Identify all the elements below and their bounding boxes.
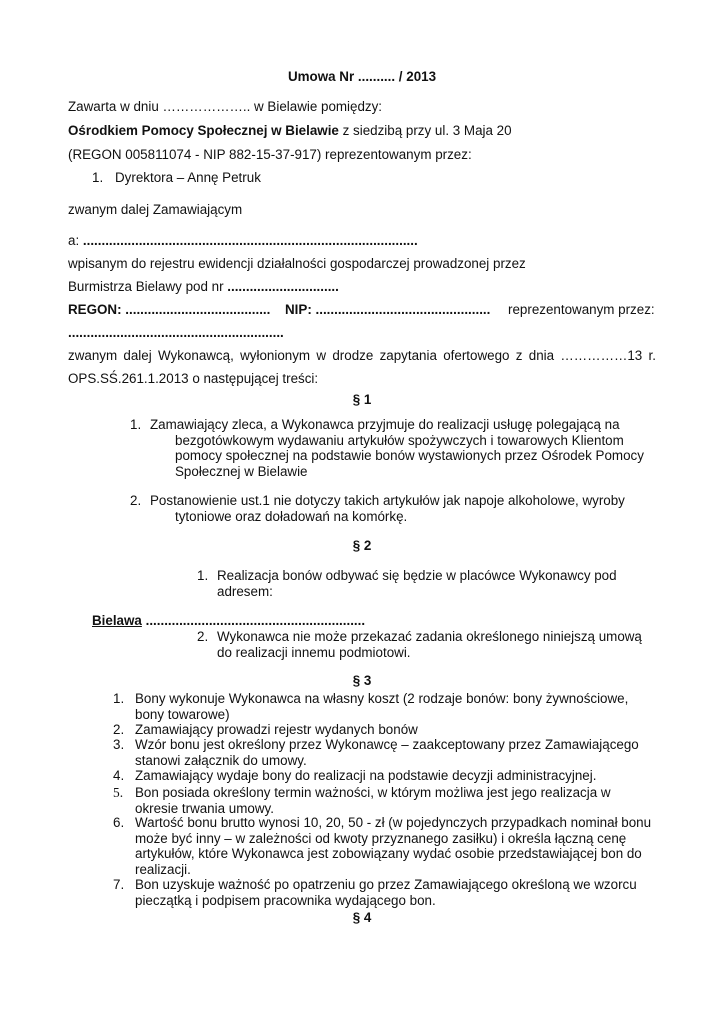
regon-field: REGON: ....................................... xyxy=(68,302,271,317)
s3-item-5-number: 5. xyxy=(113,785,124,800)
s2-item-2-line: Wykonawca nie może przekazać zadania określonego niniejszą umową xyxy=(217,629,642,644)
registry-line: wpisanym do rejestru ewidencji działalności gospodarczej prowadzonej przez xyxy=(68,256,526,271)
section-1-heading: § 1 xyxy=(352,392,372,407)
section-4-heading: § 4 xyxy=(352,910,372,925)
s3-item-7-line: pieczątką i podpisem pracownika wydającego bon. xyxy=(135,892,436,908)
s3-item-7 xyxy=(135,877,637,908)
intro-regon-line: (REGON 005811074 - NIP 882-15-37-917) reprezentowanym przez: xyxy=(68,147,472,162)
s3-item-5-line: Bon posiada określony termin ważności, w którym możliwa jest jego realizacja w xyxy=(135,785,611,800)
s3-item-1 xyxy=(135,691,628,722)
reference-line: OPS.SŚ.261.1.2013 o następującej treści: xyxy=(68,371,319,386)
s3-item-5 xyxy=(135,785,611,816)
mayor-text: Burmistrza Bielawy pod nr xyxy=(68,279,228,294)
s1-item-1 xyxy=(150,417,644,479)
rep-text: Dyrektora – Annę Petruk xyxy=(115,170,261,185)
s1-item-1-line: bezgotówkowym wydawaniu artykułów spożywczych i towarowych Klientom xyxy=(175,432,624,448)
party-name: Ośrodkiem Pomocy Społecznej w Bielawie xyxy=(68,123,339,138)
nip-field: NIP: ............................................... xyxy=(285,302,491,317)
s3-item-6-number: 6. xyxy=(113,815,125,830)
contractor-line xyxy=(68,233,418,249)
s3-item-6-line: Wartość bonu brutto wynosi 10, 20, 50 - zł (w pojedynczych przypadkach nominał bonu xyxy=(135,815,652,830)
represented-dots: .......................................................... xyxy=(68,325,284,340)
s2-item-2 xyxy=(217,629,642,660)
bielawa-label: Bielawa xyxy=(92,613,142,628)
s1-item-2-line: tytoniowe oraz doładowań na komórkę. xyxy=(175,508,408,524)
s3-item-5-line: okresie trwania umowy. xyxy=(135,800,274,816)
mayor-line xyxy=(68,279,339,295)
s3-item-3-line: Wzór bonu jest określony przez Wykonawcę – zaakceptowany przez Zamawiającego xyxy=(135,737,639,752)
s3-item-2 xyxy=(135,722,418,738)
s3-item-2-number: 2. xyxy=(113,722,125,737)
contract-title: Umowa Nr .......... / 2013 xyxy=(287,69,437,84)
s3-item-6-line: może być inny – w zależności od kwoty przyznanego zasiłku) i określa łączną cenę xyxy=(135,830,627,846)
zamawiajacy-line: zwanym dalej Zamawiającym xyxy=(68,202,243,217)
mayor-dots: .............................. xyxy=(227,279,339,294)
s2-item-2-line: do realizacji innemu podmiotowi. xyxy=(217,644,411,660)
s3-item-6-line: artykułów, które Wykonawca jest zobowiązany wydać osobie przedstawiającej bon do xyxy=(135,846,642,861)
s1-item-1-line: pomocy społecznej na podstawie bonów wystawionych przez Ośrodek Pomocy xyxy=(175,448,644,463)
s2-item-1-line: Realizacja bonów odbywać się będzie w placówce Wykonawcy pod xyxy=(217,568,617,583)
s1-item-1-number: 1. xyxy=(130,417,142,432)
s3-item-3-number: 3. xyxy=(113,737,125,752)
s1-item-2-line: Postanowienie ust.1 nie dotyczy takich artykułów jak napoje alkoholowe, wyroby xyxy=(150,493,625,508)
s3-item-4-line: Zamawiający wydaje bony do realizacji na podstawie decyzji administracyjnej. xyxy=(135,768,597,783)
s3-item-3-line: stanowi załącznik do umowy. xyxy=(135,752,307,768)
s3-item-4-number: 4. xyxy=(113,768,125,783)
section-2-heading: § 2 xyxy=(352,538,372,553)
s2-item-1-line: adresem: xyxy=(217,583,273,599)
s3-item-6 xyxy=(135,815,651,877)
intro-date-line: Zawarta w dniu ……………….. w Bielawie pomiędzy: xyxy=(68,99,383,114)
s1-item-2-number: 2. xyxy=(130,493,142,508)
party-address: z siedzibą przy ul. 3 Maja 20 xyxy=(338,123,512,138)
s3-item-2-line: Zamawiający prowadzi rejestr wydanych bonów xyxy=(135,722,418,737)
bielawa-address-line xyxy=(92,613,365,629)
s3-item-4 xyxy=(135,768,596,784)
s2-item-2-number: 2. xyxy=(197,629,209,644)
s3-item-1-line: bony towarowe) xyxy=(135,706,230,722)
rep-number: 1. xyxy=(92,170,104,185)
s3-item-1-line: Bony wykonuje Wykonawca na własny koszt (2 rodzaje bonów: bony żywnościowe, xyxy=(135,691,629,706)
s1-item-1-line: Społecznej w Bielawie xyxy=(175,463,308,479)
represented-by: reprezentowanym przez: xyxy=(508,302,655,317)
contractor-label: a: xyxy=(68,233,83,248)
contractor-dots: .......................................................................................... xyxy=(82,233,418,248)
s3-item-1-number: 1. xyxy=(113,691,125,706)
s2-item-1 xyxy=(217,568,617,599)
s1-item-2 xyxy=(150,493,625,524)
s3-item-3 xyxy=(135,737,639,768)
s2-item-1-number: 1. xyxy=(197,568,209,583)
s3-item-7-line: Bon uzyskuje ważność po opatrzeniu go przez Zamawiającego określoną we wzorcu xyxy=(135,877,637,892)
s3-item-7-number: 7. xyxy=(113,877,125,892)
s3-item-6-line: realizacji. xyxy=(135,861,191,877)
wykonawca-line: zwanym dalej Wykonawcą, wyłonionym w drodze zapytania ofertowego z dnia ……………13 r. xyxy=(68,348,656,363)
section-3-heading: § 3 xyxy=(352,673,372,688)
bielawa-dots: ........................................................... xyxy=(141,613,366,628)
intro-party-line xyxy=(68,123,512,139)
s1-item-1-line: Zamawiający zleca, a Wykonawca przyjmuje do realizacji usługę polegającą na xyxy=(150,417,620,432)
